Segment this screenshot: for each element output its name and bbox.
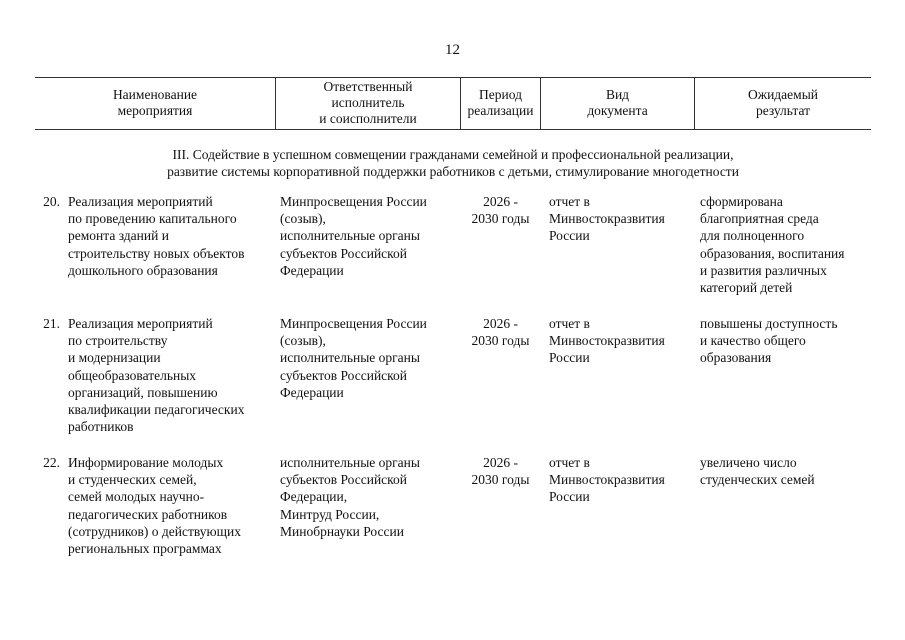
row-document: отчет в Минвостокразвития России — [549, 455, 665, 505]
row-name: Реализация мероприятий по проведению капитального ремонта зданий и строительству новых объектов дошкольного образования — [68, 194, 245, 278]
header-bottom-rule — [35, 129, 871, 130]
row-executor: исполнительные органы субъектов Российской Федерации, Минтруд России, Минобрнауки России — [280, 455, 420, 539]
row-period: 2026 - 2030 годы — [471, 455, 530, 488]
header-executor: Ответственный исполнитель и соисполнители — [319, 79, 417, 126]
row-name: Информирование молодых и студенческих семей, семей молодых научно- педагогических работников (сотрудников) о действующих региональных программах — [68, 455, 242, 557]
section-title: III. Содействие в успешном совмещении гражданами семейной и профессиональной реализации, развитие системы корпоративной поддержки работников с детьми, стимулирование многодетности — [167, 147, 739, 179]
row-result: повышены доступность и качество общего образования — [700, 316, 838, 366]
row-executor: Минпросвещения России (созыв), исполнительные органы субъектов Российской Федерации — [280, 194, 427, 278]
row-period: 2026 - 2030 годы — [471, 194, 530, 227]
row-document: отчет в Минвостокразвития России — [549, 316, 665, 366]
header-document: Вид документа — [587, 87, 648, 118]
header-name: Наименование мероприятия — [112, 87, 198, 118]
header-period: Период реализации — [467, 87, 534, 118]
row-name: Реализация мероприятий по строительству и модернизации общеобразовательных организаций, повышению квалификации педагогических работников — [68, 316, 245, 435]
row-result: увеличено число студенческих семей — [700, 455, 815, 488]
row-number: 21. — [43, 316, 60, 331]
page-number: 12 — [445, 42, 460, 58]
row-period: 2026 - 2030 годы — [471, 316, 530, 349]
row-executor: Минпросвещения России (созыв), исполнительные органы субъектов Российской Федерации — [280, 316, 427, 400]
header-result: Ожидаемый результат — [748, 87, 818, 118]
row-document: отчет в Минвостокразвития России — [549, 194, 665, 244]
row-result: сформирована благоприятная среда для полноценного образования, воспитания и развития различных категорий детей — [700, 194, 845, 296]
row-number: 22. — [43, 455, 60, 470]
row-number: 20. — [43, 194, 60, 209]
